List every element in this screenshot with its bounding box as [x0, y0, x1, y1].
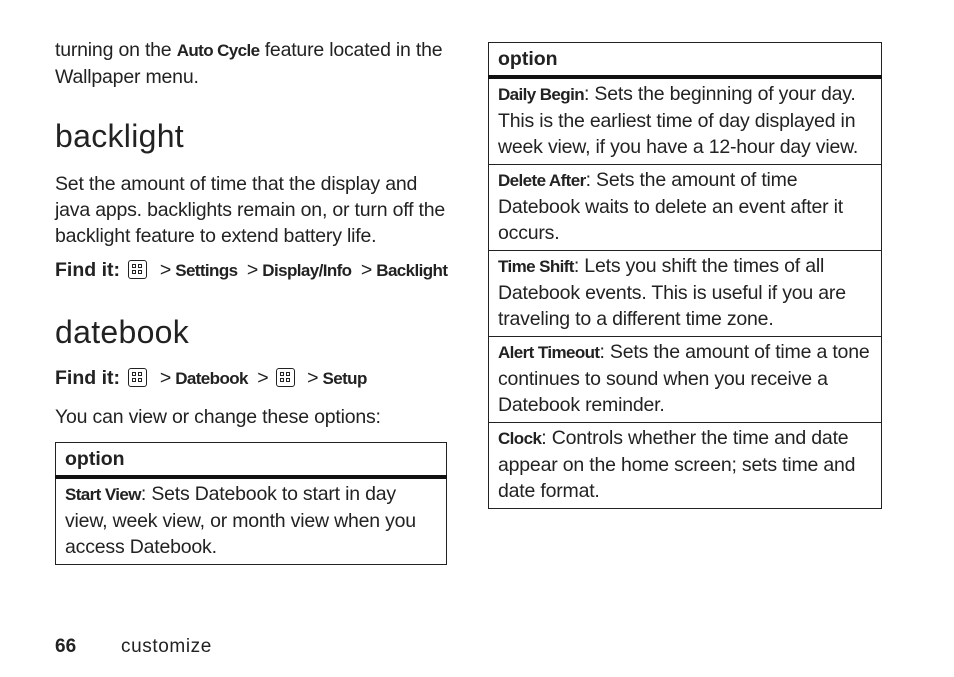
option-desc: : Sets the beginning of your day. This is the earliest time of day displayed in week view, if you have a 12-hour day view. [498, 83, 859, 158]
backlight-heading: backlight [55, 118, 184, 154]
table-header: option [56, 443, 447, 478]
backlight-body: Set the amount of time that the display and java apps. backlights remain on, or turn off the backlight feature to extend battery life. [55, 173, 446, 247]
path-separator: > [307, 367, 319, 389]
table-row [489, 251, 882, 337]
options-table-left [55, 442, 447, 565]
path-setup: Setup [322, 369, 367, 388]
path-separator: > [360, 259, 373, 281]
table-row [489, 165, 882, 251]
section-name: customize [121, 636, 212, 657]
option-name: Daily Begin [498, 85, 584, 104]
options-table-right [488, 42, 882, 509]
menu-key-icon [128, 368, 147, 387]
path-separator: > [257, 367, 269, 389]
option-desc: : Sets the amount of time Datebook waits to delete an event after it occurs. [498, 169, 843, 244]
option-desc: : Lets you shift the times of all Datebook events. This is useful if you are traveling to a different time zone. [498, 255, 846, 330]
option-name: Clock [498, 429, 542, 448]
path-separator: > [159, 259, 172, 281]
table-cell [489, 77, 882, 165]
auto-cycle-keyword: Auto Cycle [176, 41, 260, 60]
table-cell [489, 337, 882, 423]
table-row [489, 337, 882, 423]
option-name: Time Shift [498, 257, 574, 276]
datebook-find-it [55, 367, 367, 390]
datebook-heading: datebook [55, 314, 190, 350]
option-name: Start View [65, 485, 141, 504]
table-cell [489, 423, 882, 509]
table-header: option [489, 43, 882, 78]
find-it-label: Find it: [55, 367, 120, 389]
datebook-lead: You can view or change these options: [55, 406, 381, 428]
table-cell [56, 477, 447, 565]
table-cell [489, 165, 882, 251]
option-desc: : Sets Datebook to start in day view, week view, or month view when you access Datebook. [65, 483, 416, 558]
option-desc: : Controls whether the time and date appear on the home screen; sets time and date format. [498, 427, 856, 502]
path-display-info: Display/Info [262, 261, 352, 280]
table-cell [489, 251, 882, 337]
table-row [489, 77, 882, 165]
path-datebook: Datebook [175, 369, 248, 388]
menu-key-icon [128, 260, 147, 279]
page-number: 66 [55, 636, 77, 657]
option-desc: : Sets the amount of time a tone continues to sound when you receive a Datebook reminder. [498, 341, 870, 416]
path-separator: > [246, 259, 259, 281]
table-row [489, 423, 882, 509]
path-separator: > [159, 367, 172, 389]
intro-paragraph: turning on the Auto Cycle feature located in the Wallpaper menu. [55, 39, 443, 88]
menu-key-icon [276, 368, 295, 387]
path-backlight: Backlight [376, 261, 448, 280]
option-name: Delete After [498, 171, 586, 190]
path-settings: Settings [175, 261, 238, 280]
table-row [56, 477, 447, 565]
option-name: Alert Timeout [498, 343, 600, 362]
backlight-find-it [55, 259, 447, 282]
find-it-label: Find it: [55, 259, 120, 281]
